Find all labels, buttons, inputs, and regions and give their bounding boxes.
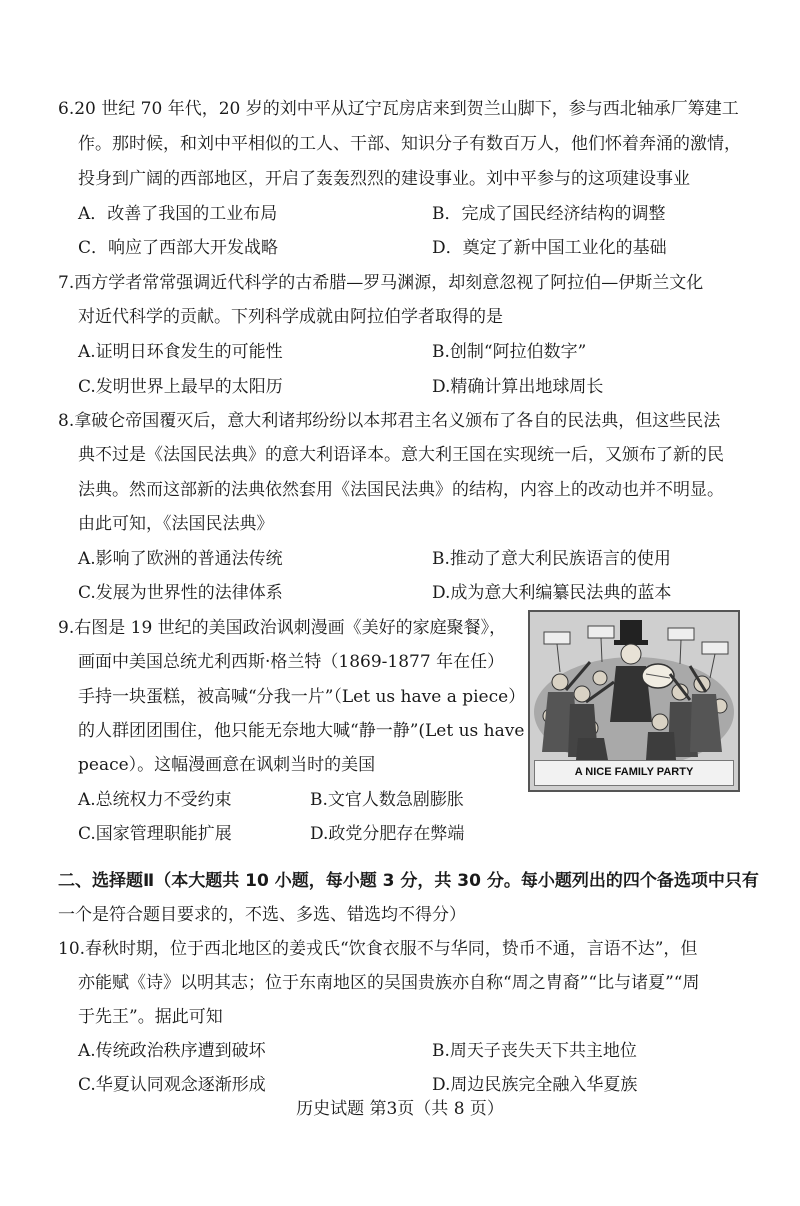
q6-stem-line-1: 6.20 世纪 70 年代，20 岁的刘中平从辽宁瓦房店来到贺兰山脚下，参与西北轴承厂筹建工	[58, 99, 739, 119]
q7-stem-line-2: 对近代科学的贡献。下列科学成就由阿拉伯学者取得的是	[78, 307, 503, 327]
q10-option-a: A.传统政治秩序遭到破坏	[78, 1041, 266, 1061]
section-2-heading-line-1: 二、选择题Ⅱ（本大题共 10 小题，每小题 3 分，共 30 分。每小题列出的四个备选项中只有	[58, 871, 759, 891]
q9-stem-line-5: peace）。这幅漫画意在讽刺当时的美国	[78, 755, 376, 775]
q7-stem-line-1: 7.西方学者常常强调近代科学的古希腊—罗马渊源，却刻意忽视了阿拉伯—伊斯兰文化	[58, 273, 704, 293]
q8-option-d: D.成为意大利编纂民法典的蓝本	[432, 583, 672, 603]
q9-stem-line-3: 手持一块蛋糕，被高喊“分我一片”（Let us have a piece）	[78, 687, 526, 707]
q10-option-b: B.周天子丧失天下共主地位	[432, 1041, 637, 1061]
q9-option-c: C.国家管理职能扩展	[78, 824, 232, 844]
section-2-heading-line-2: 一个是符合题目要求的，不选、多选、错选均不得分）	[58, 905, 466, 925]
q7-option-a: A.证明日环食发生的可能性	[78, 342, 283, 362]
q6-stem-line-3: 投身到广阔的西部地区，开启了轰轰烈烈的建设事业。刘中平参与的这项建设事业	[78, 169, 690, 189]
q10-option-d: D.周边民族完全融入华夏族	[432, 1075, 638, 1095]
q8-stem-line-2: 典不过是《法国民法典》的意大利语译本。意大利王国在实现统一后，又颁布了新的民	[78, 445, 724, 465]
cartoon-caption: A NICE FAMILY PARTY	[534, 760, 734, 786]
q9-option-a: A.总统权力不受约束	[78, 790, 232, 810]
q10-stem-line-1: 10.春秋时期，位于西北地区的姜戎氏“饮食衣服不与华同，贽币不通，言语不达”，但	[58, 939, 698, 959]
q8-option-a: A.影响了欧洲的普通法传统	[78, 549, 283, 569]
q6-option-a: A．改善了我国的工业布局	[78, 204, 278, 224]
q6-stem-line-2: 作。那时候，和刘中平相似的工人、干部、知识分子有数百万人，他们怀着奔涌的激情，	[78, 134, 741, 154]
q7-option-c: C.发明世界上最早的太阳历	[78, 377, 283, 397]
q6-option-b: B．完成了国民经济结构的调整	[432, 204, 666, 224]
q9-stem-line-1: 9.右图是 19 世纪的美国政治讽刺漫画《美好的家庭聚餐》，	[58, 618, 507, 638]
q8-stem-line-4: 由此可知，《法国民法典》	[78, 514, 274, 534]
q10-stem-line-3: 于先王”。据此可知	[78, 1007, 223, 1027]
q9-stem-line-2: 画面中美国总统尤利西斯·格兰特（1869-1877 年在任）	[78, 652, 505, 672]
q6-option-c: C．响应了西部大开发战略	[78, 238, 279, 258]
q10-option-c: C.华夏认同观念逐渐形成	[78, 1075, 266, 1095]
q10-stem-line-2: 亦能赋《诗》以明其志；位于东南地区的吴国贵族亦自称“周之胄裔”“比与诸夏”“周	[78, 973, 700, 993]
q8-stem-line-3: 法典。然而这部新的法典依然套用《法国民法典》的结构，内容上的改动也并不明显。	[78, 480, 724, 500]
q9-stem-line-4: 的人群团团围住，他只能无奈地大喊“静一静”(Let us have	[78, 721, 525, 741]
q6-option-d: D．奠定了新中国工业化的基础	[432, 238, 667, 258]
cartoon-image	[528, 610, 740, 792]
q8-stem-line-1: 8.拿破仑帝国覆灭后，意大利诸邦纷纷以本邦君主名义颁布了各自的民法典，但这些民法	[58, 411, 721, 431]
q9-option-d: D.政党分肥存在弊端	[310, 824, 465, 844]
q8-option-c: C.发展为世界性的法律体系	[78, 583, 283, 603]
q9-option-b: B.文官人数急剧膨胀	[310, 790, 464, 810]
q7-option-b: B.创制“阿拉伯数字”	[432, 342, 587, 362]
q7-option-d: D.精确计算出地球周长	[432, 377, 604, 397]
q8-option-b: B.推动了意大利民族语言的使用	[432, 549, 671, 569]
page-footer: 历史试题 第3页（共 8 页）	[296, 1099, 504, 1119]
